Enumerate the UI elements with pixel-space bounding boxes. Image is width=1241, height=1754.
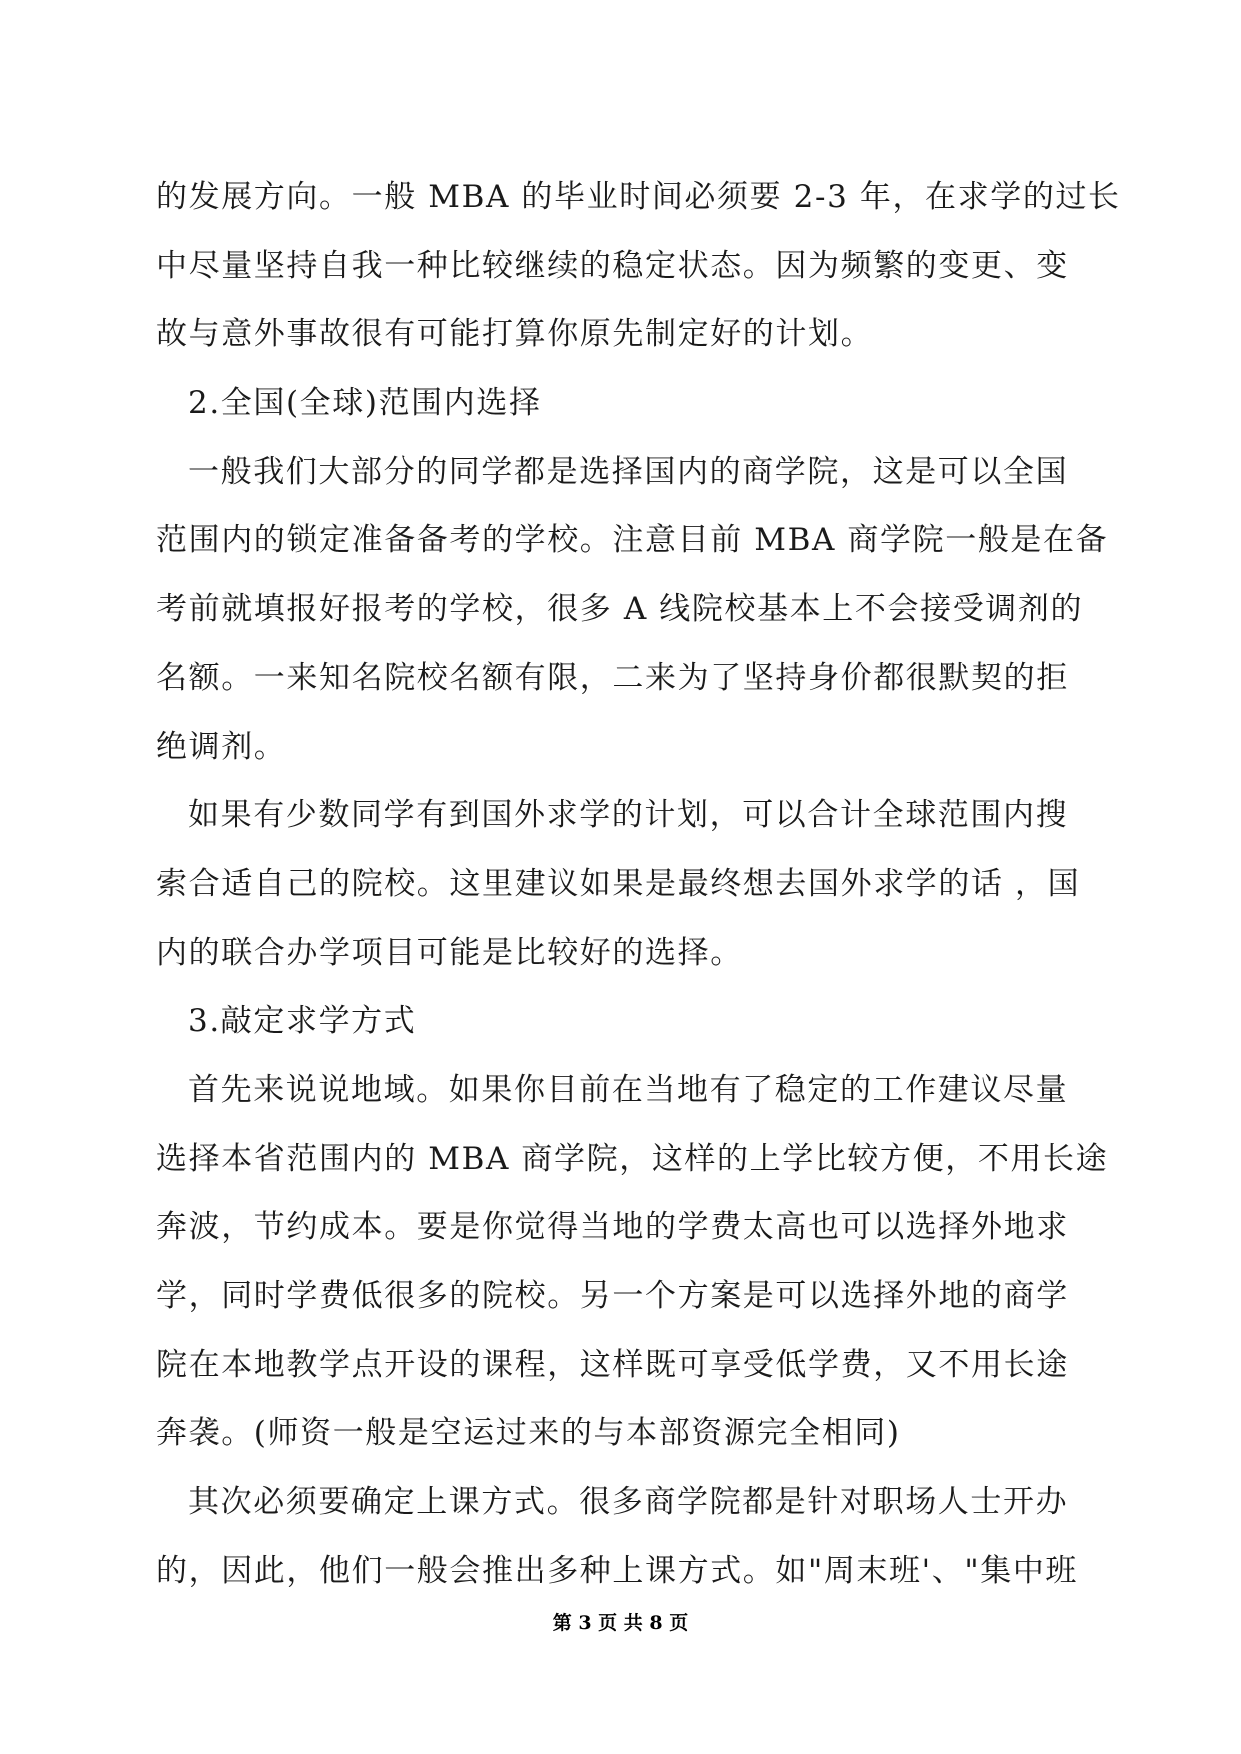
text-line: 内的联合办学项目可能是比较好的选择。 xyxy=(156,934,743,971)
text-line: 绝调剂。 xyxy=(156,728,287,765)
text-line: 名额。一来知名院校名额有限，二来为了坚持身价都很默契的拒 xyxy=(156,659,1069,696)
document-body xyxy=(156,179,1121,1622)
text-line: 索合适自己的院校。这里建议如果是最终想去国外求学的话 ，国 xyxy=(156,865,1081,902)
text-line: 的，因此，他们一般会推出多种上课方式。如"周末班'、"集中班 xyxy=(156,1552,1079,1589)
text-line: 范围内的锁定准备备考的学校。注意目前 MBA 商学院一般是在备 xyxy=(156,522,1109,559)
text-line: 一般我们大部分的同学都是选择国内的商学院，这是可以全国 xyxy=(188,453,1069,490)
text-line: 首先来说说地域。如果你目前在当地有了稳定的工作建议尽量 xyxy=(188,1071,1069,1108)
text-line: 故与意外事故很有可能打算你原先制定好的计划。 xyxy=(156,316,874,353)
section-heading: 2.全国(全球)范围内选择 xyxy=(188,385,542,422)
page-number-footer: 第 3 页 共 8 页 xyxy=(552,1612,689,1634)
text-line: 选择本省范围内的 MBA 商学院，这样的上学比较方便，不用长途 xyxy=(156,1140,1109,1177)
text-line: 的发展方向。一般 MBA 的毕业时间必须要 2-3 年，在求学的过长 xyxy=(156,179,1121,215)
text-line: 奔波，节约成本。要是你觉得当地的学费太高也可以选择外地求 xyxy=(156,1209,1069,1246)
text-line: 中尽量坚持自我一种比较继续的稳定状态。因为频繁的变更、变 xyxy=(156,247,1069,284)
text-line: 如果有少数同学有到国外求学的计划，可以合计全球范围内搜 xyxy=(188,797,1069,834)
text-line: 考前就填报好报考的学校，很多 A 线院校基本上不会接受调剂的 xyxy=(156,591,1084,628)
section-heading: 3.敲定求学方式 xyxy=(188,1003,417,1040)
text-line: 学，同时学费低很多的院校。另一个方案是可以选择外地的商学 xyxy=(156,1278,1069,1314)
text-line: 院在本地教学点开设的课程，这样既可享受低学费，又不用长途 xyxy=(156,1346,1069,1383)
text-line: 其次必须要确定上课方式。很多商学院都是针对职场人士开办 xyxy=(188,1484,1069,1521)
text-line: 奔袭。(师资一般是空运过来的与本部资源完全相同) xyxy=(156,1415,901,1452)
